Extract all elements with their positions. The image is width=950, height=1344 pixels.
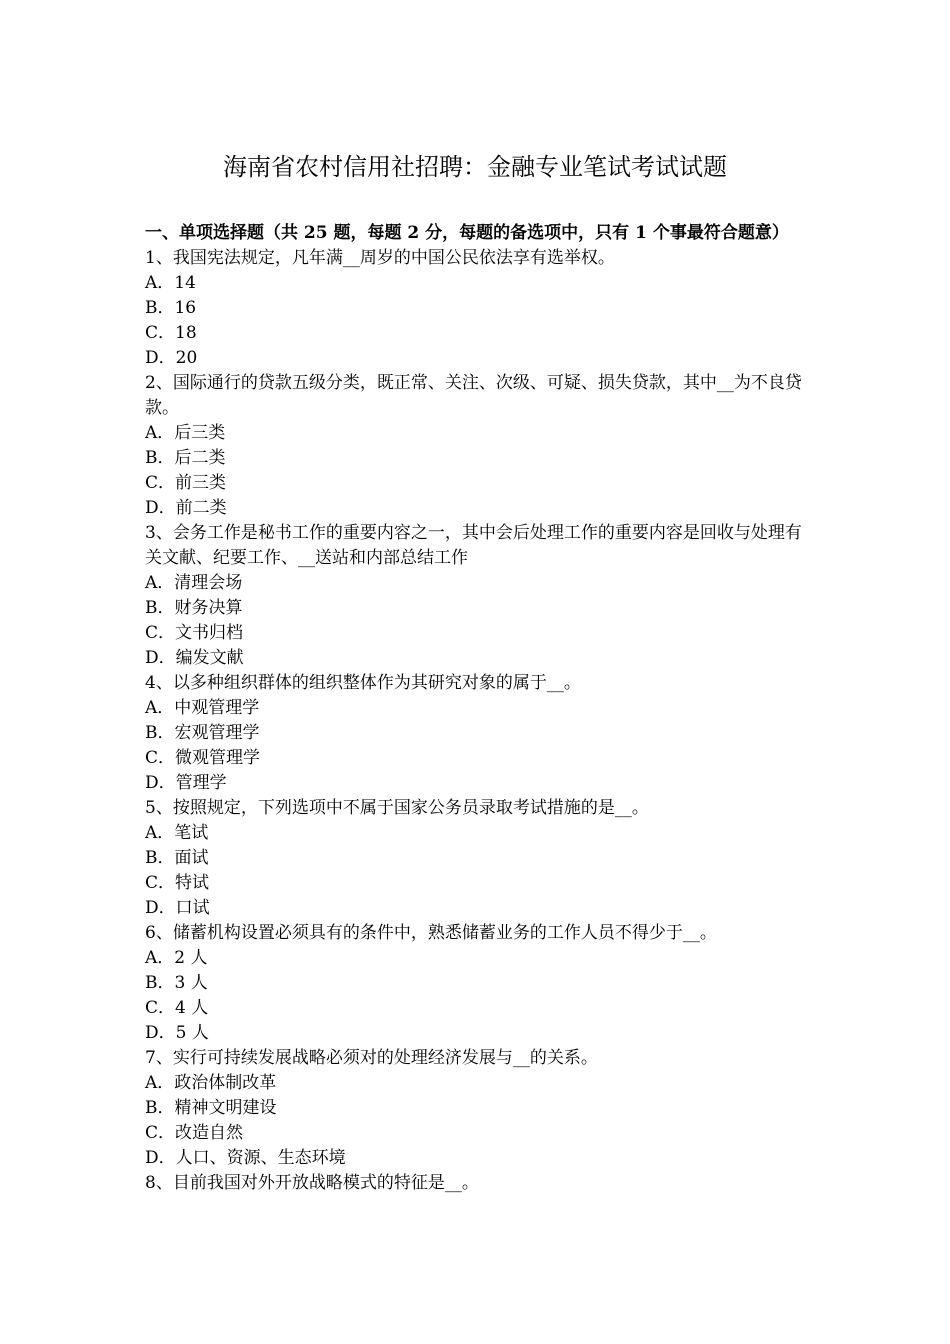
- option-c: C．改造自然: [145, 1123, 244, 1143]
- option-d: D．人口、资源、生态环境: [145, 1148, 346, 1168]
- option-a: A．清理会场: [145, 573, 243, 593]
- option-d: D．20: [145, 348, 198, 368]
- question-stem: 3、会务工作是秘书工作的重要内容之一，其中会后处理工作的重要内容是回收与处理有关文献、纪要工作、__送站和内部总结工作: [145, 523, 802, 568]
- option-c: C．18: [145, 323, 197, 343]
- option-d: D．前二类: [145, 498, 227, 518]
- question-7: [145, 1046, 815, 1171]
- question-4: [145, 671, 815, 796]
- option-b: B．财务决算: [145, 598, 243, 618]
- option-b: B．3 人: [145, 973, 208, 993]
- option-a: A．政治体制改革: [145, 1073, 277, 1093]
- option-a: A．后三类: [145, 423, 226, 443]
- option-c: C．前三类: [145, 473, 227, 493]
- section-heading: 一、单项选择题（共 25 题，每题 2 分，每题的备选项中，只有 1 个事最符合题意）: [145, 223, 789, 243]
- question-3: [145, 521, 815, 671]
- option-c: C．特试: [145, 873, 210, 893]
- option-c: C．4 人: [145, 998, 209, 1018]
- question-stem: 2、国际通行的贷款五级分类，既正常、关注、次级、可疑、损失贷款，其中__为不良贷款。: [145, 373, 802, 418]
- question-5: [145, 796, 815, 921]
- option-b: B．16: [145, 298, 197, 318]
- option-d: D．5 人: [145, 1023, 209, 1043]
- question-stem: 6、储蓄机构设置必须具有的条件中，熟悉储蓄业务的工作人员不得少于__。: [145, 923, 717, 943]
- option-a: A．笔试: [145, 823, 209, 843]
- document-content: [145, 221, 815, 1196]
- question-2: [145, 371, 815, 521]
- option-c: C．微观管理学: [145, 748, 261, 768]
- option-d: D．管理学: [145, 773, 227, 793]
- option-b: B．面试: [145, 848, 209, 868]
- document-title: 海南省农村信用社招聘：金融专业笔试考试试题: [223, 153, 727, 181]
- option-c: C．文书归档: [145, 623, 244, 643]
- question-8: [145, 1171, 815, 1196]
- option-d: D．口试: [145, 898, 210, 918]
- option-a: A．2 人: [145, 948, 208, 968]
- question-stem: 7、实行可持续发展战略必须对的处理经济发展与__的关系。: [145, 1048, 598, 1068]
- question-stem: 5、按照规定，下列选项中不属于国家公务员录取考试措施的是__。: [145, 798, 649, 818]
- option-d: D．编发文献: [145, 648, 244, 668]
- question-stem: 8、目前我国对外开放战略模式的特征是__。: [145, 1173, 479, 1193]
- option-b: B．精神文明建设: [145, 1098, 277, 1118]
- question-1: [145, 246, 815, 371]
- option-a: A．14: [145, 273, 196, 293]
- option-a: A．中观管理学: [145, 698, 260, 718]
- option-b: B．后二类: [145, 448, 226, 468]
- question-stem: 1、我国宪法规定，凡年满__周岁的中国公民依法享有选举权。: [145, 248, 615, 268]
- question-stem: 4、以多种组织群体的组织整体作为其研究对象的属于__。: [145, 673, 581, 693]
- question-6: [145, 921, 815, 1046]
- option-b: B．宏观管理学: [145, 723, 260, 743]
